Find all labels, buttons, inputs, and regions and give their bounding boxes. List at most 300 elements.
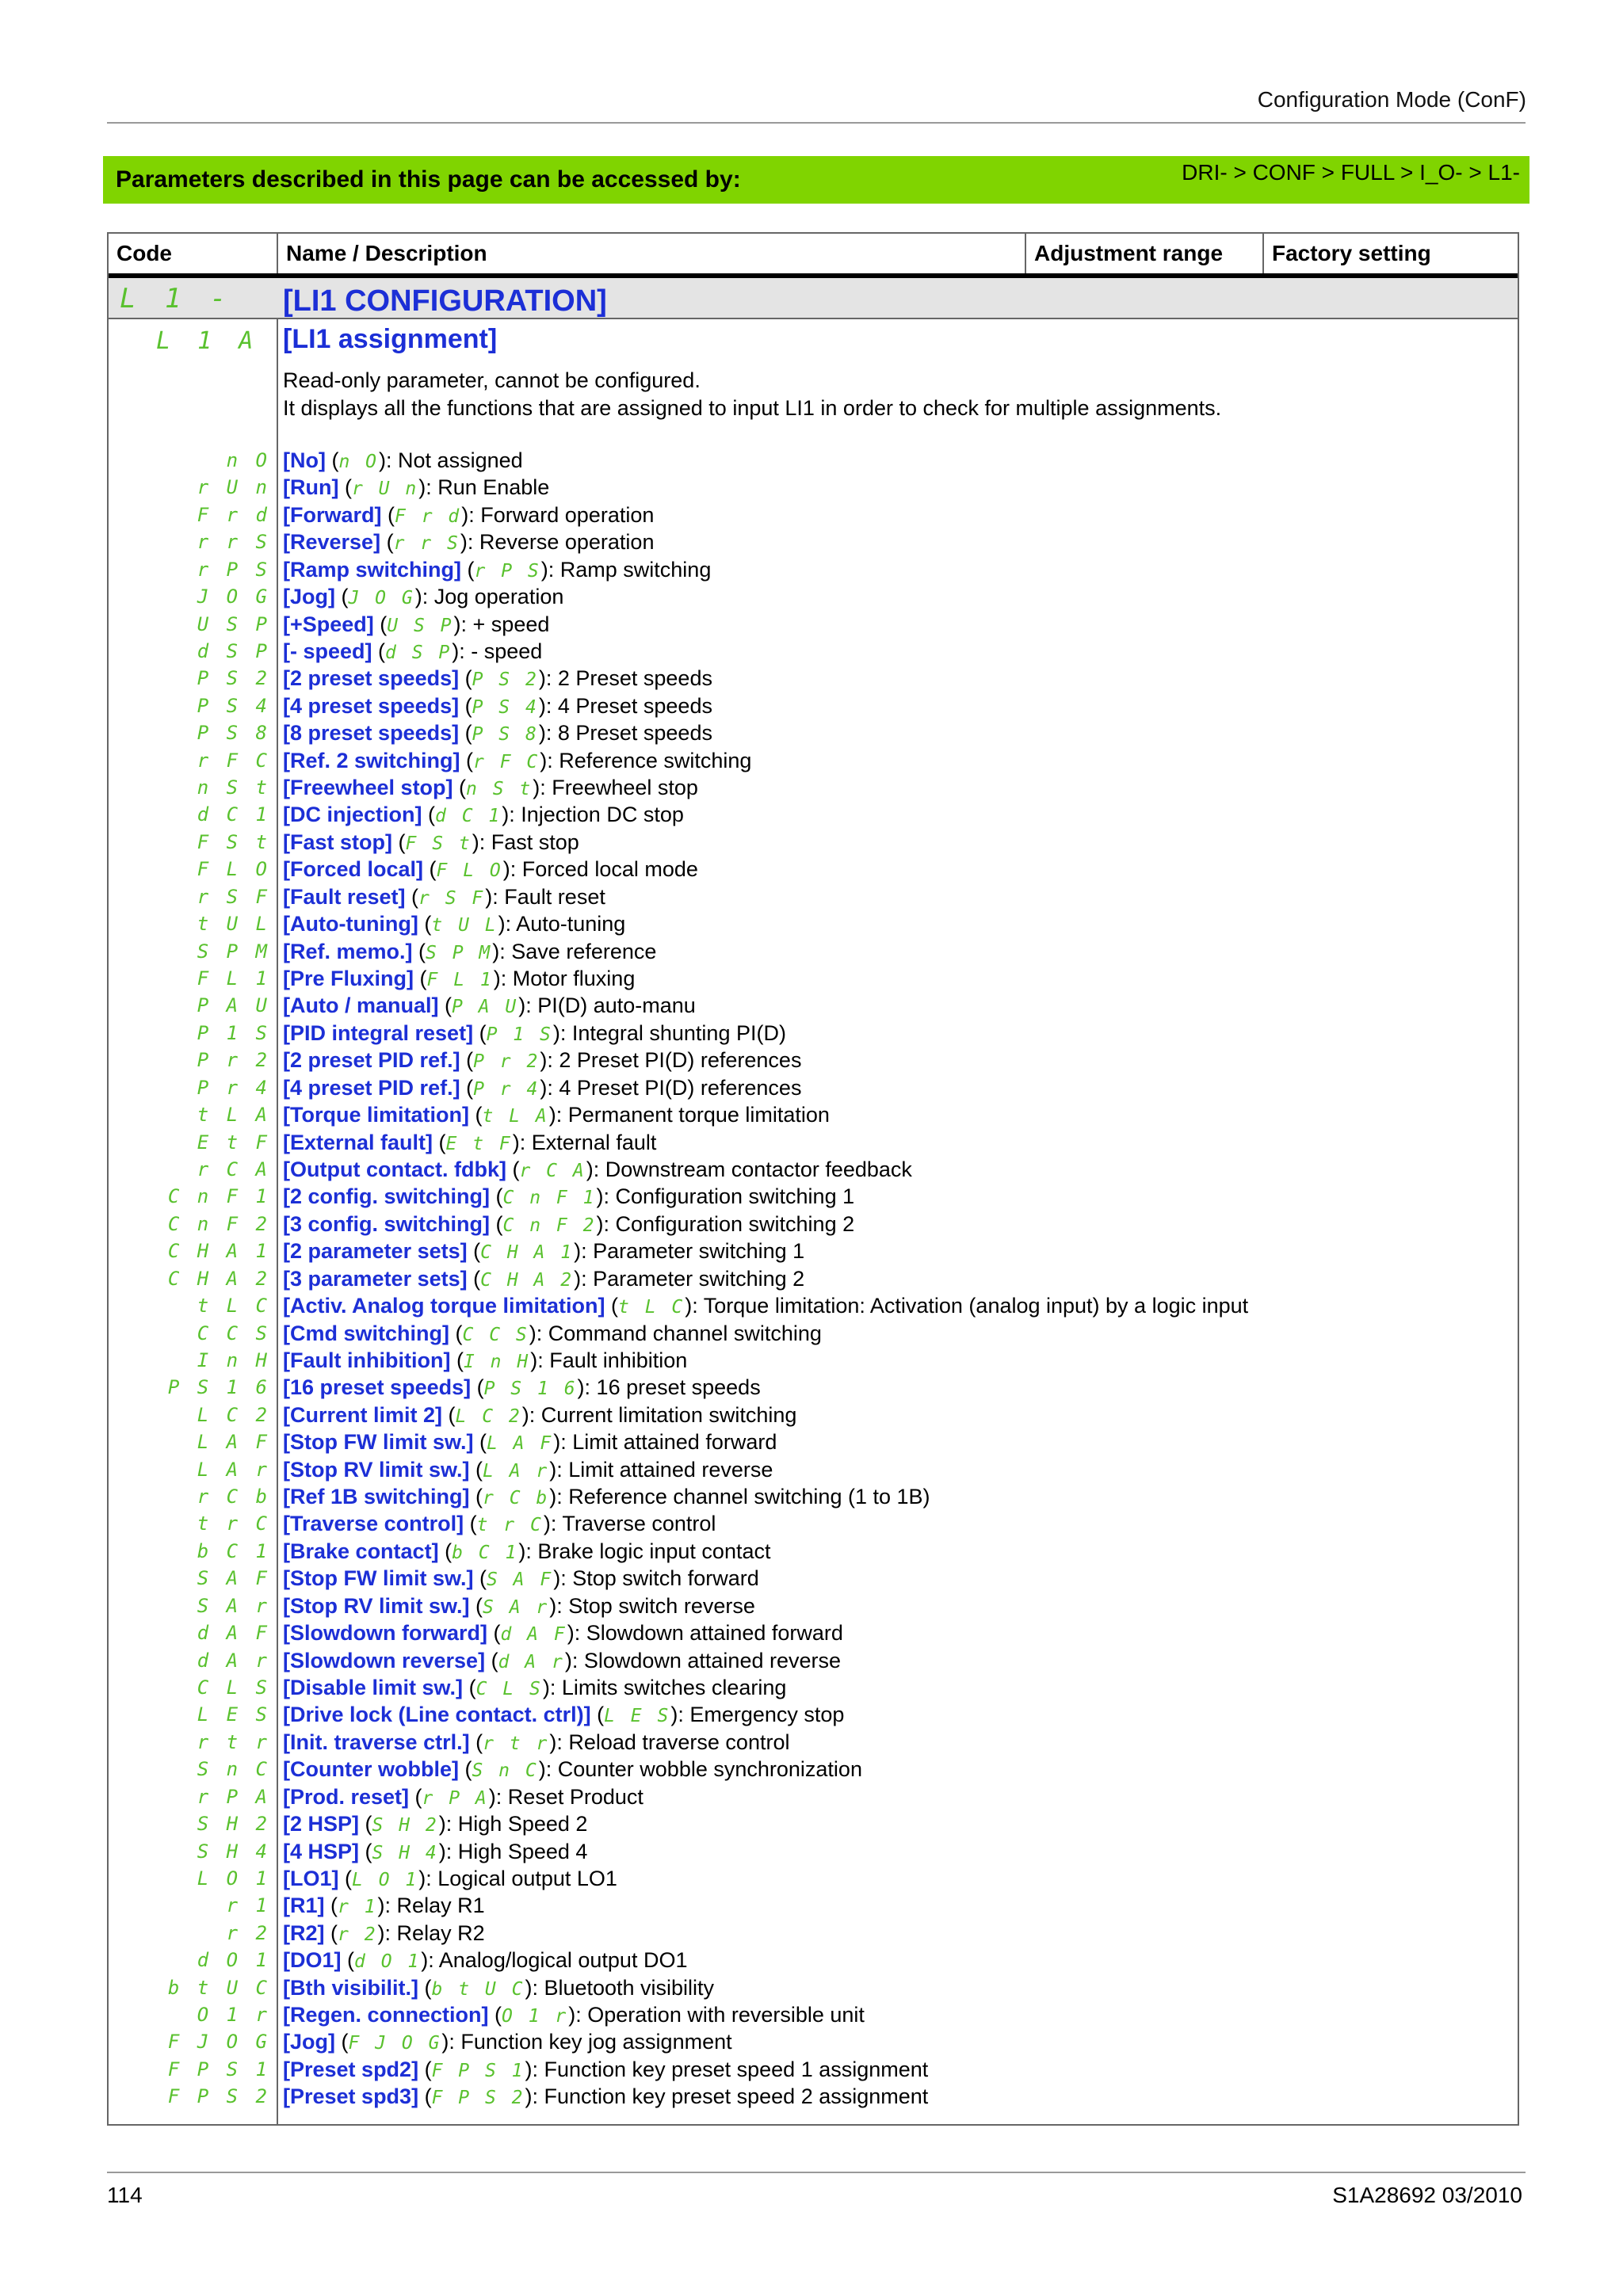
option-row [109, 1593, 1518, 1620]
option-desc: : Bluetooth visibility [532, 1975, 715, 2000]
option-code: F L 1 [197, 967, 270, 990]
option-code-inline: r C b [483, 1488, 550, 1509]
option-name: [Stop RV limit sw.] [283, 1593, 470, 1618]
option-desc: : Permanent torque limitation [556, 1103, 830, 1127]
option-row [109, 775, 1518, 802]
option-row [109, 1756, 1518, 1783]
section-row [109, 278, 1518, 319]
parameter-name: [LI1 assignment] [283, 324, 498, 354]
option-text: [R2] (r 2): Relay R2 [283, 1920, 485, 1945]
option-text: [Brake contact] (b C 1): Brake logic input contact [283, 1539, 771, 1563]
option-row [109, 2002, 1518, 2029]
option-code: r F C [197, 749, 270, 772]
option-row [109, 639, 1518, 666]
col-name: Name / Description [286, 241, 487, 265]
option-name: [PID integral reset] [283, 1020, 474, 1045]
option-text: [Fast stop] (F S t): Fast stop [283, 830, 579, 854]
option-text: [4 HSP] (S H 4): High Speed 4 [283, 1839, 588, 1863]
option-code-inline: S H 2 [372, 1815, 439, 1836]
option-row [109, 1620, 1518, 1647]
option-text: [No] (n O): Not assigned [283, 448, 523, 472]
option-name: [Stop RV limit sw.] [283, 1457, 470, 1482]
option-code: O 1 r [197, 2004, 270, 2027]
option-row [109, 1566, 1518, 1592]
option-name: [Forward] [283, 502, 382, 527]
option-row [109, 1648, 1518, 1675]
option-code: d A r [197, 1649, 270, 1672]
option-name: [Traverse control] [283, 1512, 464, 1536]
option-desc: : Auto-tuning [505, 912, 626, 936]
option-desc: : External fault [519, 1130, 657, 1154]
option-text: [Forward] (F r d): Forward operation [283, 502, 655, 527]
option-row [109, 1130, 1518, 1157]
option-code-inline: P S 4 [472, 696, 539, 718]
option-row [109, 1702, 1518, 1729]
option-text: [Forced local] (F L O): Forced local mode [283, 857, 698, 882]
option-name: [Prod. reset] [283, 1784, 410, 1809]
option-row [109, 1075, 1518, 1102]
option-desc: : Reference switching [547, 748, 752, 772]
option-code-inline: C n F 2 [502, 1215, 597, 1236]
option-text: [Current limit 2] (L C 2): Current limitation switching [283, 1402, 797, 1427]
option-row [109, 1893, 1518, 1920]
option-desc: : Limit attained forward [560, 1430, 777, 1455]
option-text: [External fault] (E t F): External fault [283, 1130, 657, 1154]
option-name: [16 preset speeds] [283, 1375, 472, 1400]
option-text: [3 config. switching] (C n F 2): Configuration switching 2 [283, 1211, 855, 1236]
option-text: [Stop FW limit sw.] (S A F): Stop switch forward [283, 1566, 759, 1591]
option-desc: : Configuration switching 1 [603, 1184, 855, 1209]
option-name: [Preset spd2] [283, 2057, 419, 2081]
option-row [109, 612, 1518, 639]
option-code-inline: d C 1 [435, 806, 502, 827]
option-row [109, 1184, 1518, 1211]
option-row [109, 693, 1518, 720]
option-desc: : Downstream contactor feedback [593, 1157, 912, 1181]
option-code: n O [226, 449, 270, 471]
option-code: d A F [197, 1622, 270, 1645]
option-name: [4 HSP] [283, 1839, 360, 1863]
option-name: [- speed] [283, 639, 372, 663]
option-code: r 1 [226, 1894, 270, 1917]
option-code-inline: F P S 2 [431, 2088, 525, 2109]
option-text: [Ref 1B switching] (r C b): Reference channel switching (1 to 1B) [283, 1485, 930, 1509]
col-divider [1262, 234, 1264, 273]
option-text: [Slowdown forward] (d A F): Slowdown attained forward [283, 1621, 843, 1646]
option-code: C H A 2 [167, 1267, 270, 1290]
option-row [109, 666, 1518, 692]
option-desc: : Forward operation [468, 502, 655, 527]
option-text: [Stop RV limit sw.] (L A r): Limit attained reverse [283, 1457, 773, 1482]
option-desc: : - speed [459, 639, 543, 663]
option-desc: : Freewheel stop [540, 776, 698, 800]
option-desc: : Torque limitation: Activation (analog input) by a logic input [692, 1294, 1249, 1318]
option-desc: : Integral shunting PI(D) [559, 1020, 786, 1045]
option-row [109, 1539, 1518, 1566]
option-desc: : Function key preset speed 1 assignment [532, 2057, 929, 2081]
option-code-inline: d A F [500, 1624, 567, 1646]
parameter-description: It displays all the functions that are assigned to input LI1 in order to check for multiple assignments. [283, 396, 1222, 420]
option-code-inline: r P A [422, 1787, 489, 1809]
option-code: t L C [197, 1295, 270, 1318]
option-desc: : 2 Preset PI(D) references [547, 1048, 802, 1073]
option-code: L C 2 [197, 1403, 270, 1426]
option-name: [3 config. switching] [283, 1211, 490, 1236]
option-text: [Preset spd2] (F P S 1): Function key preset speed 1 assignment [283, 2057, 929, 2081]
option-code: P A U [197, 994, 270, 1017]
option-name: [+Speed] [283, 612, 374, 636]
option-text: [Freewheel stop] (n S t): Freewheel stop [283, 776, 698, 800]
option-text: [Ref. 2 switching] (r F C): Reference switching [283, 748, 752, 772]
option-code-inline: F P S 1 [431, 2060, 525, 2081]
option-row [109, 475, 1518, 502]
option-code-inline: r t r [483, 1733, 550, 1754]
option-code-inline: r U n [351, 479, 419, 500]
option-code-inline: F J O G [348, 2033, 442, 2054]
parameter-code: L 1 A [156, 327, 260, 355]
option-code: C n F 2 [167, 1212, 270, 1235]
option-row [109, 802, 1518, 829]
option-name: [3 parameter sets] [283, 1266, 468, 1291]
option-name: [4 preset PID ref.] [283, 1075, 460, 1100]
option-name: [R2] [283, 1920, 325, 1945]
option-desc: : Relay R1 [384, 1894, 485, 1918]
option-code-inline: r F C [473, 751, 540, 772]
option-code: F S t [197, 830, 270, 853]
option-row [109, 1402, 1518, 1429]
option-text: [Reverse] (r r S): Reverse operation [283, 530, 655, 555]
option-name: [Current limit 2] [283, 1402, 443, 1427]
document-reference: S1A28692 03/2010 [1332, 2183, 1522, 2207]
option-row [109, 2057, 1518, 2084]
option-name: [Stop FW limit sw.] [283, 1566, 474, 1591]
option-code: d S P [197, 639, 270, 662]
option-name: [DO1] [283, 1948, 342, 1973]
option-code-inline: S H 4 [372, 1842, 439, 1863]
option-text: [2 preset PID ref.] (P r 2): 2 Preset PI(D) references [283, 1048, 802, 1073]
option-desc: : Jog operation [422, 585, 564, 609]
option-row [109, 720, 1518, 747]
option-desc: : Logical output LO1 [426, 1866, 617, 1890]
option-desc: : Stop switch forward [560, 1566, 759, 1591]
option-code: P S 4 [197, 694, 270, 717]
option-row [109, 1293, 1518, 1320]
option-name: [Fast stop] [283, 830, 392, 854]
option-code: P S 1 6 [167, 1376, 270, 1399]
options-list [109, 448, 1518, 2111]
option-row [109, 1375, 1518, 1402]
option-desc: : Slowdown attained forward [574, 1621, 843, 1646]
option-code-inline: t L A [482, 1106, 549, 1127]
option-code-inline: P S 8 [472, 724, 539, 746]
access-label: Parameters described in this page can be accessed by: [116, 166, 741, 193]
option-name: [Brake contact] [283, 1539, 439, 1563]
option-text: [Init. traverse ctrl.] (r t r): Reload traverse control [283, 1730, 790, 1754]
option-text: [Fault reset] (r S F): Fault reset [283, 884, 605, 909]
option-code-inline: S A F [486, 1569, 554, 1591]
option-text: [2 parameter sets] (C H A 1): Parameter switching 1 [283, 1239, 805, 1264]
option-code: J O G [197, 585, 270, 608]
option-desc: : PI(D) auto-manu [525, 994, 696, 1018]
option-code-inline: L E S [604, 1706, 671, 1727]
option-desc: : Counter wobble synchronization [545, 1757, 862, 1782]
option-name: [Fault inhibition] [283, 1348, 451, 1372]
option-name: [Preset spd3] [283, 2084, 419, 2109]
option-desc: : Reload traverse control [556, 1730, 790, 1754]
option-code: L E S [197, 1703, 270, 1726]
option-name: [Activ. Analog torque limitation] [283, 1294, 605, 1318]
option-row [109, 1321, 1518, 1348]
option-desc: : Emergency stop [678, 1703, 845, 1727]
option-text: [8 preset speeds] (P S 8): 8 Preset speeds [283, 721, 712, 746]
option-code-inline: I n H [463, 1351, 531, 1372]
option-desc: : Fault reset [492, 884, 605, 909]
option-desc: : High Speed 4 [445, 1839, 588, 1863]
option-text: [Bth visibilit.] (b t U C): Bluetooth visibility [283, 1975, 715, 2000]
option-desc: : Command channel switching [536, 1321, 822, 1345]
option-code: S A r [197, 1594, 270, 1617]
parameter-description: Read-only parameter, cannot be configured. [283, 368, 701, 392]
option-row [109, 1484, 1518, 1511]
option-code: d C 1 [197, 803, 270, 826]
option-text: [4 preset PID ref.] (P r 4): 4 Preset PI(D) references [283, 1075, 802, 1100]
option-code-inline: t L C [618, 1297, 685, 1318]
option-code: E t F [197, 1131, 270, 1154]
option-row [109, 1020, 1518, 1047]
option-text: [LO1] (L O 1): Logical output LO1 [283, 1866, 617, 1890]
option-desc: : 8 Preset speeds [545, 721, 712, 746]
option-name: [DC injection] [283, 803, 422, 827]
option-code: r 2 [226, 1921, 270, 1944]
option-name: [Auto / manual] [283, 994, 439, 1018]
option-row [109, 884, 1518, 911]
option-code: b C 1 [197, 1539, 270, 1562]
option-desc: : Configuration switching 2 [603, 1211, 855, 1236]
option-code-inline: F L 1 [426, 970, 494, 991]
parameter-table [107, 232, 1519, 2126]
option-text: [Prod. reset] (r P A): Reset Product [283, 1784, 643, 1809]
option-code-inline: t r C [476, 1515, 544, 1536]
option-text: [Stop FW limit sw.] (L A F): Limit attained forward [283, 1430, 777, 1455]
option-code-inline: F r d [395, 505, 462, 527]
option-code: r P S [197, 558, 270, 581]
option-desc: : 2 Preset speeds [545, 666, 712, 691]
option-text: [Output contact. fdbk] (r C A): Downstream contactor feedback [283, 1157, 912, 1181]
option-code: r t r [197, 1730, 270, 1753]
option-code-inline: b C 1 [452, 1542, 519, 1563]
option-desc: : Reference channel switching (1 to 1B) [556, 1485, 930, 1509]
option-row [109, 448, 1518, 475]
option-desc: : Relay R2 [384, 1920, 485, 1945]
option-code-inline: d O 1 [354, 1951, 422, 1973]
option-name: [LO1] [283, 1866, 339, 1890]
option-desc: : Function key preset speed 2 assignment [532, 2084, 929, 2109]
option-text: [DO1] (d O 1): Analog/logical output DO1 [283, 1948, 688, 1973]
option-code-inline: P A U [452, 997, 519, 1018]
option-name: [Bth visibilit.] [283, 1975, 418, 2000]
option-code-inline: C L S [475, 1678, 543, 1699]
option-name: [Disable limit sw.] [283, 1675, 464, 1699]
option-row [109, 529, 1518, 556]
option-name: [Slowdown forward] [283, 1621, 487, 1646]
option-text: [2 HSP] (S H 2): High Speed 2 [283, 1812, 588, 1836]
option-code-inline: P 1 S [486, 1024, 553, 1045]
option-code: r S F [197, 885, 270, 908]
option-name: [Regen. connection] [283, 2003, 489, 2027]
option-text: [Counter wobble] (S n C): Counter wobble synchronization [283, 1757, 862, 1782]
option-name: [Jog] [283, 2030, 335, 2054]
option-row [109, 1811, 1518, 1838]
option-code-inline: S n C [472, 1760, 539, 1782]
option-text: [2 preset speeds] (P S 2): 2 Preset speeds [283, 666, 712, 691]
option-code: r r S [197, 531, 270, 554]
option-text: [Pre Fluxing] (F L 1): Motor fluxing [283, 967, 636, 991]
option-row [109, 1047, 1518, 1074]
option-row [109, 1975, 1518, 2002]
option-code-inline: t U L [431, 915, 498, 936]
option-code: n S t [197, 776, 270, 799]
option-row [109, 911, 1518, 938]
option-desc: : 4 Preset PI(D) references [547, 1075, 802, 1100]
option-text: [16 preset speeds] (P S 1 6): 16 preset speeds [283, 1375, 761, 1400]
option-desc: : Limit attained reverse [556, 1457, 773, 1482]
option-row [109, 1839, 1518, 1866]
option-code: F P S 2 [167, 2085, 270, 2108]
option-name: [2 parameter sets] [283, 1239, 468, 1264]
option-code-inline: L O 1 [352, 1869, 419, 1890]
option-code-inline: b t U C [431, 1978, 525, 2000]
option-code: P r 4 [197, 1076, 270, 1099]
option-desc: : + speed [460, 612, 550, 636]
option-desc: : Stop switch reverse [556, 1593, 755, 1618]
option-desc: : Motor fluxing [500, 967, 636, 991]
option-code-inline: C C S [462, 1324, 529, 1345]
option-name: [Slowdown reverse] [283, 1648, 486, 1672]
option-code-inline: P r 2 [473, 1051, 540, 1073]
option-name: [2 preset speeds] [283, 666, 460, 691]
option-row [109, 939, 1518, 966]
option-code-inline: P S 1 6 [483, 1379, 578, 1400]
option-desc: : Parameter switching 2 [581, 1266, 805, 1291]
option-row [109, 1348, 1518, 1375]
option-code: t r C [197, 1512, 270, 1535]
option-row [109, 966, 1518, 993]
option-desc: : Brake logic input contact [525, 1539, 771, 1563]
option-code: d O 1 [197, 1949, 270, 1972]
option-row [109, 1102, 1518, 1129]
option-code-inline: J O G [348, 588, 415, 609]
option-text: [PID integral reset] (P 1 S): Integral shunting PI(D) [283, 1020, 786, 1045]
option-row [109, 557, 1518, 584]
option-name: [No] [283, 448, 326, 472]
option-row [109, 1730, 1518, 1756]
access-path: DRI- > CONF > FULL > I_O- > L1- [1182, 160, 1520, 185]
option-name: [Run] [283, 475, 339, 500]
option-desc: : Injection DC stop [509, 803, 684, 827]
option-name: [4 preset speeds] [283, 693, 460, 718]
option-desc: : Reverse operation [467, 530, 655, 555]
option-desc: : Parameter switching 1 [581, 1239, 805, 1264]
option-row [109, 830, 1518, 856]
option-desc: : Function key jog assignment [449, 2030, 732, 2054]
option-name: [Ramp switching] [283, 557, 462, 582]
option-text: [Activ. Analog torque limitation] (t L C): Torque limitation: Activation (analog input) by a logic input [283, 1294, 1249, 1318]
option-desc: : Not assigned [386, 448, 523, 472]
option-name: [Output contact. fdbk] [283, 1157, 506, 1181]
option-row [109, 584, 1518, 611]
option-text: [R1] (r 1): Relay R1 [283, 1894, 485, 1918]
option-row [109, 1675, 1518, 1702]
option-code: I n H [197, 1348, 270, 1371]
option-code: P r 2 [197, 1049, 270, 1072]
option-text: [Torque limitation] (t L A): Permanent torque limitation [283, 1103, 830, 1127]
option-code-inline: r r S [393, 533, 460, 555]
option-desc: : Limits switches clearing [549, 1675, 787, 1699]
option-row [109, 1157, 1518, 1184]
option-name: [Jog] [283, 585, 335, 609]
option-desc: : High Speed 2 [445, 1812, 588, 1836]
option-code-inline: P r 4 [473, 1078, 540, 1100]
option-code-inline: r S F [418, 887, 486, 909]
option-code: r C A [197, 1158, 270, 1180]
option-desc: : Fault inhibition [537, 1348, 688, 1372]
option-name: [Reverse] [283, 530, 381, 555]
option-code: C C S [197, 1322, 270, 1344]
option-text: [3 parameter sets] (C H A 2): Parameter switching 2 [283, 1266, 805, 1291]
option-name: [Torque limitation] [283, 1103, 469, 1127]
option-desc: : Fast stop [479, 830, 579, 854]
option-name: [2 preset PID ref.] [283, 1048, 460, 1073]
option-code-inline: r 2 [338, 1924, 378, 1945]
option-code-inline: F L O [436, 860, 503, 882]
option-code-inline: r C A [519, 1160, 586, 1181]
option-code: C H A 1 [167, 1240, 270, 1263]
option-name: [Ref 1B switching] [283, 1485, 470, 1509]
option-code-inline: C H A 2 [480, 1269, 575, 1291]
option-text: [Preset spd3] (F P S 2): Function key preset speed 2 assignment [283, 2084, 929, 2109]
option-code-inline: r 1 [338, 1897, 378, 1918]
option-code: S H 2 [197, 1813, 270, 1836]
col-code: Code [116, 241, 172, 265]
option-code-inline: P S 2 [472, 669, 539, 691]
page-number: 114 [107, 2183, 143, 2207]
option-name: [External fault] [283, 1130, 433, 1154]
option-code: S A F [197, 1567, 270, 1590]
option-text: [Ref. memo.] (S P M): Save reference [283, 939, 657, 963]
option-text: [Fault inhibition] (I n H): Fault inhibition [283, 1348, 688, 1372]
option-code-inline: S P M [426, 942, 493, 963]
option-code: t L A [197, 1104, 270, 1127]
option-name: [R1] [283, 1894, 325, 1918]
option-desc: : Slowdown attained reverse [571, 1648, 842, 1672]
option-code: S n C [197, 1758, 270, 1781]
option-row [109, 1457, 1518, 1484]
option-text: [Slowdown reverse] (d A r): Slowdown attained reverse [283, 1648, 842, 1672]
option-name: [Pre Fluxing] [283, 967, 414, 991]
option-code: C L S [197, 1676, 270, 1699]
option-row [109, 1266, 1518, 1293]
option-code: r P A [197, 1785, 270, 1808]
option-row [109, 1920, 1518, 1947]
access-bar [103, 156, 1529, 204]
option-text: [+Speed] (U S P): + speed [283, 612, 550, 636]
option-code: F P S 1 [167, 2058, 270, 2081]
header-rule [107, 122, 1526, 124]
option-name: [Ref. 2 switching] [283, 748, 460, 772]
option-desc: : Current limitation switching [529, 1402, 797, 1427]
footer-rule [107, 2172, 1526, 2173]
option-name: [Cmd switching] [283, 1321, 449, 1345]
